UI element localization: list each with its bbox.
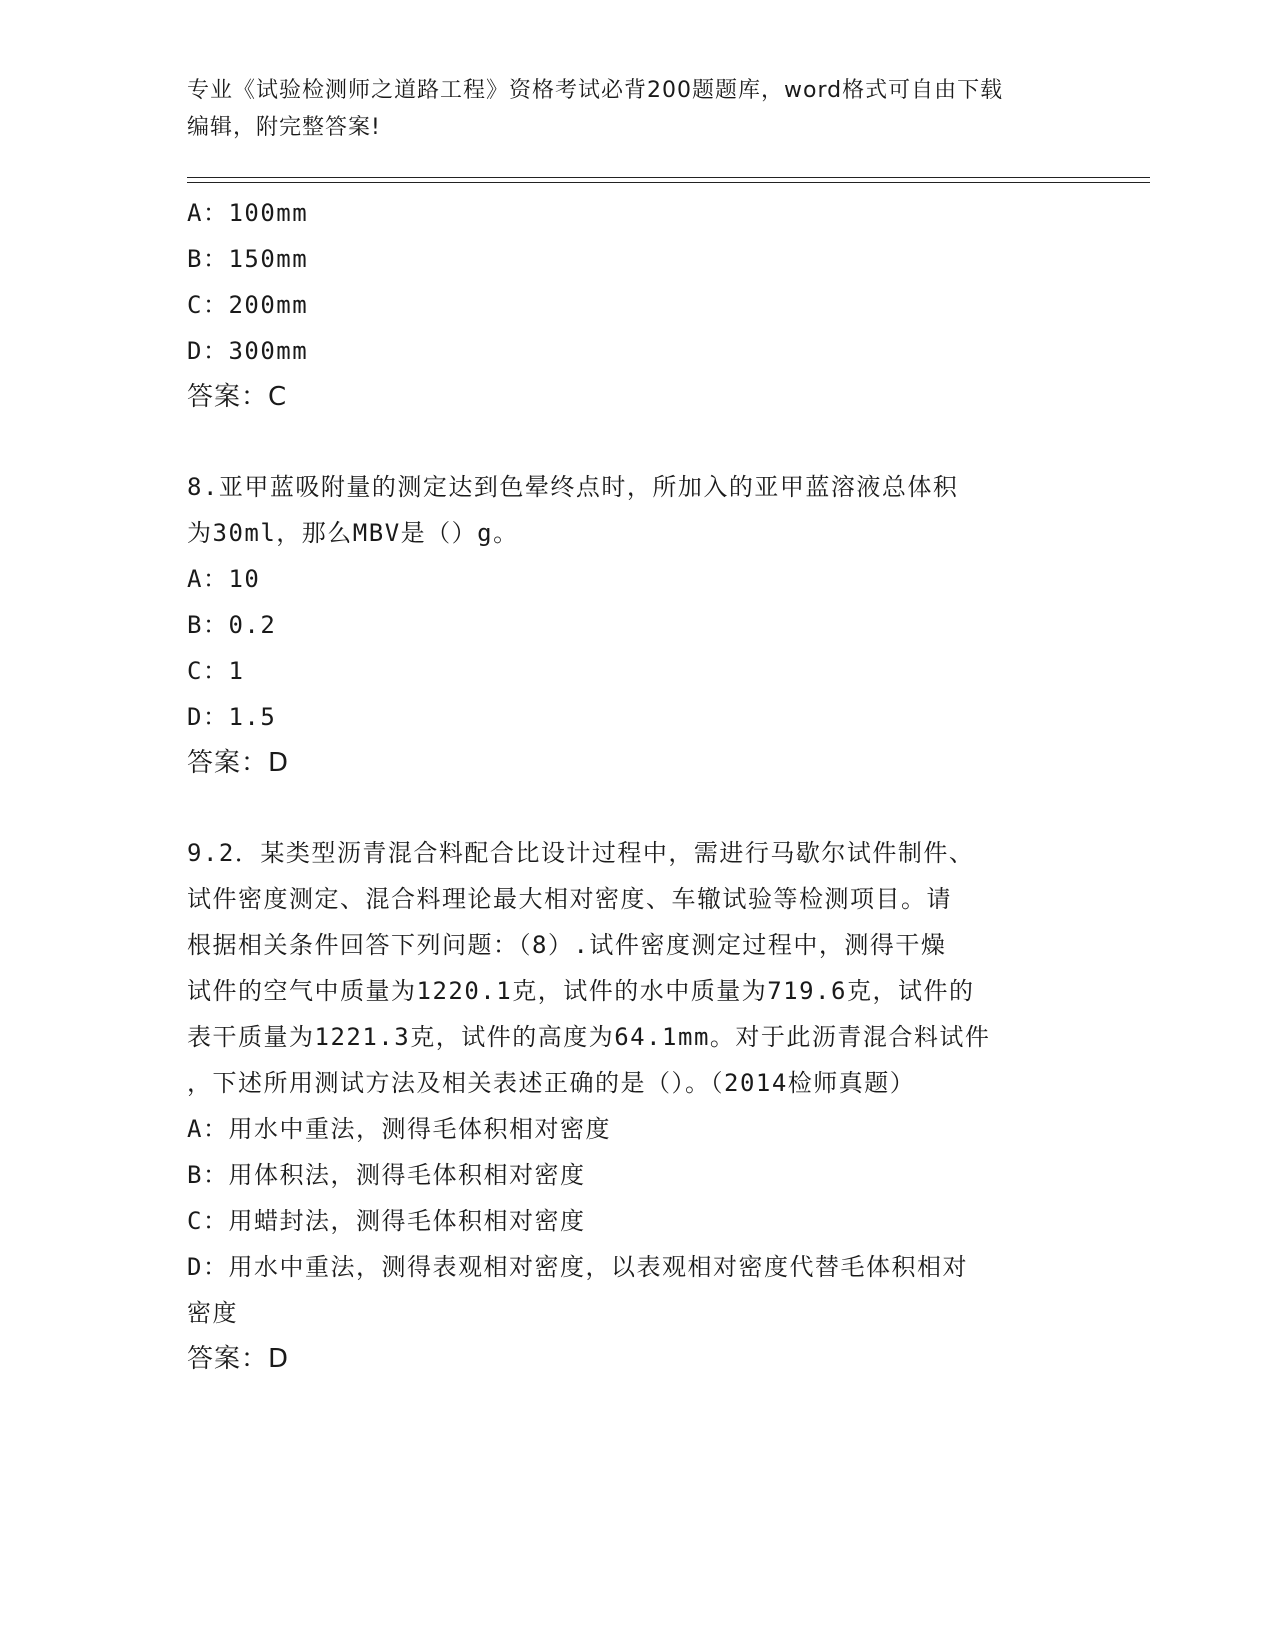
header-divider-bottom <box>187 182 1150 183</box>
question-stem: 试件密度测定、混合料理论最大相对密度、车辙试验等检测项目。请 <box>187 885 952 913</box>
option-d: D：用水中重法，测得表观相对密度，以表观相对密度代替毛体积相对 <box>187 1253 968 1281</box>
option-b: B：0.2 <box>187 611 277 639</box>
header-title-line-1: 专业《试验检测师之道路工程》资格考试必背200题题库，word格式可自由下载 <box>187 78 1004 103</box>
option-d: D：1.5 <box>187 703 277 731</box>
answer-label: 答案：C <box>187 382 288 412</box>
option-d-continued: 密度 <box>187 1299 238 1327</box>
answer-label: 答案：D <box>187 1344 290 1374</box>
option-a: A：10 <box>187 565 261 593</box>
option-c: C：用蜡封法，测得毛体积相对密度 <box>187 1207 586 1235</box>
document-header <box>187 72 1067 146</box>
option-a: A：用水中重法，测得毛体积相对密度 <box>187 1115 611 1143</box>
question-spacer <box>187 786 1087 830</box>
option-c: C：1 <box>187 657 245 685</box>
option-b: B：用体积法，测得毛体积相对密度 <box>187 1161 586 1189</box>
question-stem: 为30ml，那么MBV是（）g。 <box>187 519 519 547</box>
question-stem: 根据相关条件回答下列问题：（8）.试件密度测定过程中，测得干燥 <box>187 931 947 959</box>
question-7 <box>187 190 1087 420</box>
option-b: B：150mm <box>187 245 309 273</box>
option-a: A：100mm <box>187 199 309 227</box>
question-stem: 9.2．某类型沥青混合料配合比设计过程中，需进行马歇尔试件制件、 <box>187 839 975 867</box>
question-spacer <box>187 420 1087 464</box>
question-stem: 试件的空气中质量为1220.1克，试件的水中质量为719.6克，试件的 <box>187 977 975 1005</box>
question-stem: 8.亚甲蓝吸附量的测定达到色晕终点时，所加入的亚甲蓝溶液总体积 <box>187 473 959 501</box>
question-list <box>187 190 1087 1382</box>
option-c: C：200mm <box>187 291 309 319</box>
question-stem: 表干质量为1221.3克，试件的高度为64.1mm。对于此沥青混合料试件 <box>187 1023 991 1051</box>
header-title-line-2: 编辑，附完整答案! <box>187 115 381 140</box>
question-9 <box>187 830 1087 1382</box>
question-8 <box>187 464 1087 786</box>
option-d: D：300mm <box>187 337 309 365</box>
answer-label: 答案：D <box>187 748 290 778</box>
question-stem: ，下述所用测试方法及相关表述正确的是（）。（2014检师真题） <box>187 1069 916 1097</box>
header-divider-top <box>187 177 1150 178</box>
